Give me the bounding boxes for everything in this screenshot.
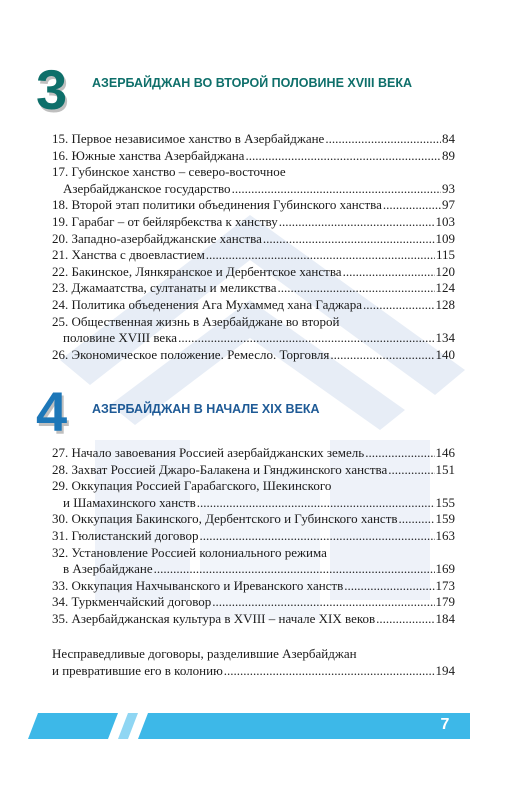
toc-page-number: 159: [435, 511, 455, 527]
toc-entry-15[interactable]: 15. Первое независимое ханство в Азербайджане ..... 84: [52, 131, 455, 148]
toc-entry-unfair-treaties[interactable]: Несправедливые договоры, разделившие Азербайджан и превратившие его в колонию ..... 194: [52, 645, 455, 679]
toc-entry-33[interactable]: 33. Оккупация Нахчыванского и Иреванского ханств ..... 173: [52, 578, 455, 595]
toc-entry-18[interactable]: 18. Второй этап политики объединения Губинского ханства ..... 97: [52, 197, 455, 214]
toc-entry-34[interactable]: 34. Туркменчайский договор ..... 179: [52, 594, 455, 611]
toc-entry-31[interactable]: 31. Гюлистанский договор ..... 163: [52, 528, 455, 545]
toc-page-number: 124: [435, 280, 455, 296]
toc-entry-17[interactable]: 17. Губинское ханство – северо-восточное Азербайджанское государство ..... 93: [52, 164, 455, 197]
page-number: 7: [440, 716, 450, 733]
toc-entry-30[interactable]: 30. Оккупация Бакинского, Дербентского и Губинского ханств ..... 159: [52, 511, 455, 528]
toc-page-number: 155: [435, 494, 455, 510]
toc-page-number: 128: [435, 296, 455, 312]
toc-entry-16[interactable]: 16. Южные ханства Азербайджана ..... 89: [52, 148, 455, 165]
toc-page-number: 120: [435, 263, 455, 279]
toc-page-number: 146: [435, 445, 455, 460]
toc-entry-25[interactable]: 25. Общественная жизнь в Азербайджане во второй половине XVIII века ..... 134: [52, 314, 455, 347]
toc-list-chapter-4: [52, 445, 455, 628]
toc-page-number: 169: [435, 561, 455, 577]
toc-page-number: 103: [435, 213, 455, 229]
toc-entry-20[interactable]: 20. Западно-азербайджанские ханства ..... 109: [52, 231, 455, 248]
toc-entry-35[interactable]: 35. Азербайджанская культура в XVIII – начале XIX веков ..... 184: [52, 611, 455, 628]
toc-entry-24[interactable]: 24. Политика объеденения Ага Мухаммед хана Гаджара ..... 128: [52, 297, 455, 314]
toc-page-number: 84: [442, 131, 455, 146]
toc-page-number: 179: [435, 594, 455, 610]
toc-entry-22[interactable]: 22. Бакинское, Лянкяранское и Дербентское ханства ..... 120: [52, 264, 455, 281]
toc-page-number: 194: [435, 663, 455, 678]
toc-page-number: 109: [435, 230, 455, 246]
toc-page-number: 163: [435, 527, 455, 543]
chapter-3-heading: [36, 58, 422, 121]
toc-page-number: 134: [435, 330, 455, 346]
chapter-number: 4: [36, 380, 68, 443]
toc-page-number: 173: [435, 577, 455, 593]
chapter-title: АЗЕРБАЙДЖАН В НАЧАЛЕ XIX ВЕКА: [92, 402, 320, 416]
toc-entry-21[interactable]: 21. Ханства с двоевластием ..... 115: [52, 247, 455, 264]
toc-page-number: 140: [435, 346, 455, 362]
toc-page-number: 184: [435, 610, 455, 626]
toc-page-number: 151: [435, 461, 455, 477]
toc-page-number: 93: [442, 180, 455, 196]
chapter-title: АЗЕРБАЙДЖАН ВО ВТОРОЙ ПОЛОВИНЕ XVIII ВЕКА: [92, 76, 412, 90]
toc-page-number: 89: [442, 147, 455, 163]
toc-entry-27[interactable]: 27. Начало завоевания Россией азербайджанских земель ..... 146: [52, 445, 455, 462]
chapter-4-heading: [36, 380, 422, 443]
toc-entry-23[interactable]: 23. Джамаатства, султанаты и меликства ..... 124: [52, 280, 455, 297]
chapter-number: 3: [36, 58, 68, 121]
toc-list-chapter-3: [52, 131, 455, 363]
toc-entry-29[interactable]: 29. Оккупация Россией Гарабагского, Шекинского и Шамахинского ханств ..... 155: [52, 478, 455, 511]
toc-page-number: 97: [442, 197, 455, 213]
toc-entry-26[interactable]: 26. Экономическое положение. Ремесло. Торговля ..... 140: [52, 347, 455, 364]
toc-entry-32[interactable]: 32. Установление Россией колониального режима в Азербайджане ..... 169: [52, 545, 455, 578]
toc-entry-28[interactable]: 28. Захват Россией Джаро-Балакена и Гянджинского ханства ..... 151: [52, 462, 455, 479]
toc-page-number: 115: [435, 247, 455, 263]
toc-entry-19[interactable]: 19. Гарабаг – от бейлярбекства к ханству ..... 103: [52, 214, 455, 231]
